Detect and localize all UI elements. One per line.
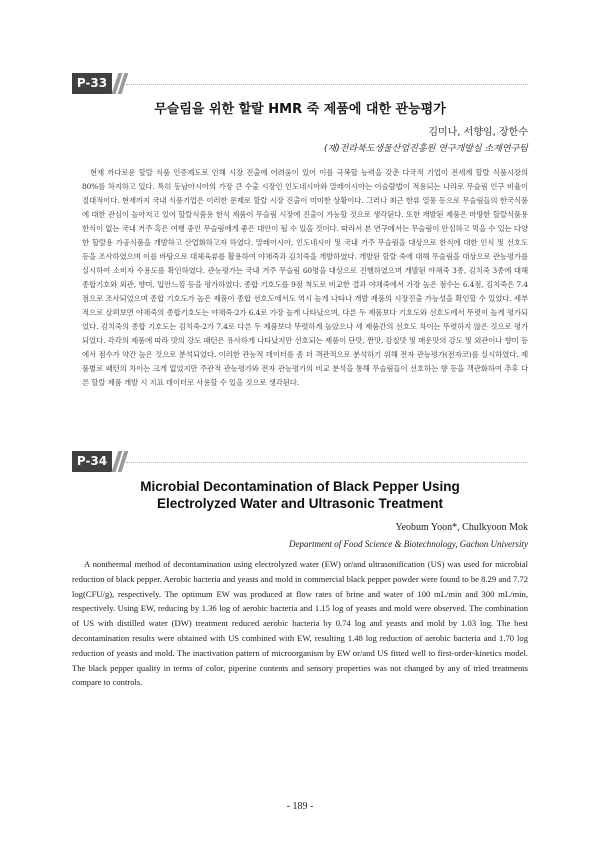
divider (126, 84, 528, 85)
paper-affiliation: (재)전라북도생물산업진흥원 연구개발실 소재연구팀 (323, 144, 528, 154)
page-number: - 189 - (286, 801, 314, 812)
paper-affiliation: Department of Food Science & Biotechnology, Gachon University (289, 539, 528, 549)
paper-title-line: Microbial Decontamination of Black Pepper Using (140, 479, 460, 494)
paper-authors: Yeobum Yoon*, Chulkyoon Mok (395, 522, 528, 533)
paper-title-line: Electrolyzed Water and Ultrasonic Treatment (156, 496, 444, 511)
section-tag-label: P-33 (72, 73, 112, 94)
section-tag (72, 73, 124, 94)
section-tag-label: P-34 (72, 451, 112, 472)
paper-title (72, 478, 528, 512)
divider (126, 462, 528, 463)
paper-abstract: A nonthermal method of decontamination using electrolyzed water (EW) or/and ultrasonification (US) was used for microbial reduction of black pepper. Aerobic bacteria and yeasts and mold in commercial black pepper powder were found to be 8.29 and 7.72 log(CFU/g), respectively. The optimum EW was produced at flow rates of brine and water of 100 mL/min and 300 mL/min, respectively. Using EW, reducing by 1.36 log of aerobic bacteria and 1.15 log of yeasts and mold were observed. The combination of US with distilled water (DW) treatment reduced aerobic bacteria by 0.74 log and yeasts and mold by 1.03 log. The best decontamination results were obtained with US combined with EW, resulting 1.48 log reduction of aerobic bacteria and 1.70 log reduction of yeasts and mold. The inactivation pattern of microorganism by EW or/and US fitted well to first-order-kinetics model. The black pepper quality in terms of color, piperine contents and sensory properties was not changed by any of tried treatments compare to controls. (72, 559, 528, 688)
paper-title: 무슬림을 위한 할랄 HMR 죽 제품에 대한 관능평가 (154, 102, 446, 117)
paper-abstract: 현재 까다로운 할랄 식품 인증제도로 인해 시장 진출에 어려움이 있어 이를 극복할 능력을 갖춘 다국적 기업이 전세계 할랄 식품시장의 80%를 차지하고 있다. 특히 동남아시아의 가장 큰 수출 시장인 인도네시아와 말레이시아는 이슬람법이 적용되는 나라로 무슬림 인구 비율이 절대적이다. 현재까지 국내 식품기업은 이러한 문제로 할랄 시장 진출이 미미한 상황이다. 그러나 최근 한류 열풍 등으로 무슬림들의 한국식품에 대한 관심이 높아지고 있어 할랄식품용 한식 제품이 무슬림 시장에 진출이 가능할 것으로 생각된다. 또한 개발된 제품은 마땅한 할랄식품용 한식이 없는 국내 거주 혹은 여행 중인 무슬림에게 좋은 대안이 될 수 있을 것이다. 따라서 본 연구에서는 무슬림이 안심하고 먹을 수 있는 다양한 할랄용 가공식품을 개발하고 산업화하고자 하였다. 말레이시아, 인도네시아 및 국내 거주 무슬림을 대상으로 한식에 대한 인식 및 선호도 등을 조사하였으며 이를 바탕으로 대체육류를 활용하여 야채죽과 김치죽을 개발하였다. 개발된 할랄 죽에 대해 무슬림을 대상으로 관능평가를 실시하여 소비자 수용도를 확인하였다. 관능평가는 국내 거주 무슬림 60명을 대상으로 진행하였으며 개발된 야채죽 3종, 김치죽 3종에 대해 종합기호와 외관, 향미, 입안느낌 등을 평가하였다. 종합 기호도를 9점 척도로 비교한 결과 야채죽에서 가장 높은 점수는 6.4점, 김치죽은 7.4점으로 조사되었으며 종합 기호도가 높은 제품이 종합 선호도에서도 역시 높게 나타나 개발 제품의 시장진출 가능성을 확인할 수 있었다. 세부적으로 살펴보면 야채죽의 종합기호도는 야채죽-2가 6.4로 가장 높게 나타났으며, 다른 두 제품보다 기호도와 선호도에서 뚜렷이 높게 평가되었다. 김치죽의 종합 기호도는 김치죽-2가 7.4로 다른 두 제품보다 뚜렷하게 높았으나 세 제품간의 선호도 차이는 뚜렷하지 않은 것으로 평가되었다. 각각의 제품에 따라 맛의 강도 패턴은 유사하게 나타났지만 선호되는 제품이 단맛, 짠맛, 감칠맛 및 매운맛의 강도 및 외관이나 향미 등에서 점수가 약간 높은 것으로 분석되었다. 이러한 관능적 데이터를 좀 더 객관적으로 분석하기 위해 전자 관능평가(전자코)를 실시하였다. 제품별로 패턴의 차이는 크게 없었지만 주관적 관능평가와 전자 관능평가의 비교 분석을 통해 무슬림들이 선호하는 향 등을 객관화하여 추후 다른 할랄 제품 개발 시 지표 데이터로 사용할 수 있을 것으로 생각된다. (82, 168, 528, 387)
paper-authors: 김미나, 서향임, 장한수 (428, 127, 528, 138)
section-tag (72, 451, 124, 472)
